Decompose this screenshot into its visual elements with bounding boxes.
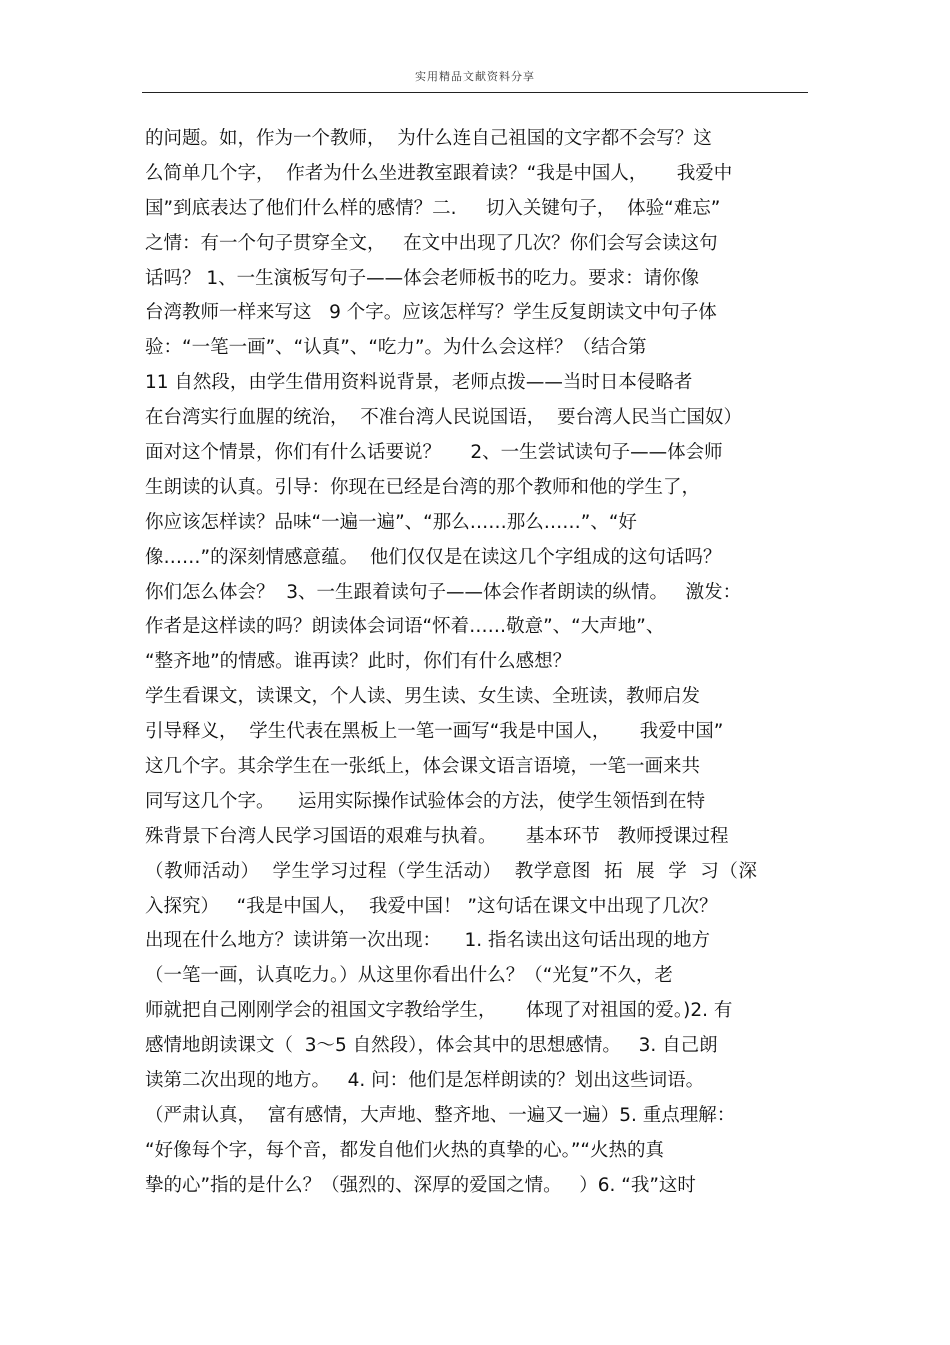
text-line: 验：“一笔一画”、“认真”、“吃力”。为什么会这样？（结合第 <box>145 337 647 359</box>
text-line: “好像每个字，每个音，都发自他们火热的真挚的心。”“火热的真 <box>145 1139 665 1161</box>
text-line: 在台湾实行血腥的统治， 不准台湾人民说国语， 要台湾人民当亡国奴） <box>145 407 743 429</box>
text-line: 的问题。如，作为一个教师， 为什么连自己祖国的文字都不会写？这 <box>145 128 712 149</box>
text-line: 出现在什么地方？读讲第一次出现： 1. 指名读出这句话出现的地方 <box>145 930 711 952</box>
text-line: 同写这几个字。 运用实际操作试验体会的方法，使学生领悟到在特 <box>145 790 706 812</box>
text-line: 入探究） “我是中国人， 我爱中国！ ”这句话在课文中出现了几次？ <box>145 895 718 917</box>
text-line: 台湾教师一样来写这 9 个字。应该怎样写？学生反复朗读文中句子体 <box>145 302 717 324</box>
text-line: （严肃认真， 富有感情，大声地、整齐地、一遍又一遍）5. 重点理解： <box>145 1104 736 1126</box>
text-line: 国”到底表达了他们什么样的感情？二. 切入关键句子， 体验“难忘” <box>145 197 721 219</box>
text-line: （教师活动） 学生学习过程（学生活动） 教学意图 拓 展 学 习（深 <box>145 860 758 882</box>
text-line: 像……”的深刻情感意蕴。 他们仅仅是在读这几个字组成的这句话吗？ <box>145 546 722 568</box>
page-header: 实用精品文献资料分享 <box>415 70 535 83</box>
text-line: 这几个字。其余学生在一张纸上，体会课文语言语境，一笔一画来共 <box>145 756 701 778</box>
text-line: 挚的心”指的是什么？（强烈的、深厚的爱国之情。 ）6. “我”这时 <box>145 1174 696 1196</box>
text-line: “整齐地”的情感。谁再读？此时，你们有什么感想？ <box>145 651 572 673</box>
text-line: 作者是这样读的吗？朗读体会词语“怀着……敬意”、“大声地”、 <box>145 616 665 638</box>
text-line: 话吗？ 1、一生演板写句子——体会老师板书的吃力。要求：请你像 <box>145 267 700 289</box>
document-body <box>145 122 815 1204</box>
text-line: 11 自然段，由学生借用资料说背景，老师点拨——当时日本侵略者 <box>145 372 693 394</box>
text-line: 你应该怎样读？品味“一遍一遍”、“那么……那么……”、“好 <box>145 511 637 533</box>
text-line: 学生看课文，读课文，个人读、男生读、女生读、全班读，教师启发 <box>145 686 701 708</box>
text-line: 读第二次出现的地方。 4. 问：他们是怎样朗读的？划出这些词语。 <box>145 1070 705 1092</box>
text-line: 生朗读的认真。引导：你现在已经是台湾的那个教师和他的学生了， <box>145 476 701 498</box>
text-line: 殊背景下台湾人民学习国语的艰难与执着。 基本环节 教师授课过程 <box>145 825 729 847</box>
text-line: 引导释义， 学生代表在黑板上一笔一画写“我是中国人， 我爱中国” <box>145 721 724 743</box>
text-line: 面对这个情景，你们有什么话要说？ 2、一生尝试读句子——体会师 <box>145 442 723 464</box>
text-line: 你们怎么体会？ 3、一生跟着读句子——体会作者朗读的纵情。 激发： <box>145 581 742 603</box>
text-line: （一笔一画，认真吃力。）从这里你看出什么？（“光复”不久，老 <box>145 965 673 987</box>
text-line: 么简单几个字， 作者为什么坐进教室跟着读？“我是中国人， 我爱中 <box>145 162 733 184</box>
text-line: 之情：有一个句子贯穿全文， 在文中出现了几次？你们会写会读这句 <box>145 232 718 254</box>
text-line: 感情地朗读课文（ 3～5 自然段），体会其中的思想感情。 3. 自己朗 <box>145 1035 718 1057</box>
header-divider <box>142 92 808 93</box>
text-line: 师就把自己刚刚学会的祖国文字教给学生， 体现了对祖国的爱。)2. 有 <box>145 1000 733 1022</box>
